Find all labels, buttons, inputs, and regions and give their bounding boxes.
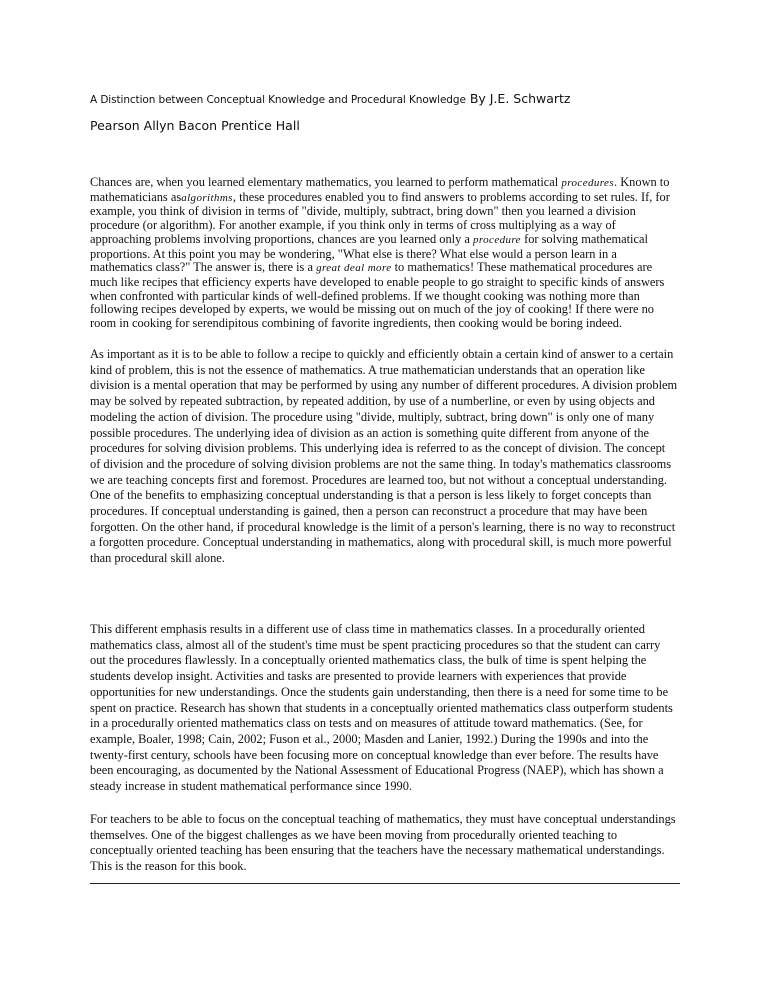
emphasis-great-deal-more: great deal more	[316, 262, 392, 275]
emphasis-algorithms: algorithms	[181, 191, 233, 204]
paragraph-2: As important as it is to be able to follow a recipe to quickly and efficiently obtain a certain kind of answer to a certain kind of problem, this is not the essence of mathematics. A true mathematician understands that an operation like division is a mental operation that may be performed by using any number of different procedures. A division problem may be solved by repeated subtraction, by repeated addition, by use of a numberline, or even by using objects and modeling the action of division. The procedure using "divide, multiply, subtract, bring down" is only one of many possible procedures. The underlying idea of division as an action is something quite different from anyone of the procedures for solving division problems. This underlying idea is referred to as the concept of division. The concept of division and the procedure of solving division problems are not the same thing. In today's mathematics classrooms we are teaching concepts first and foremost. Procedures are learned too, but not without a conceptual understanding. One of the benefits to emphasizing conceptual understanding is that a person is less likely to forget concepts than procedures. If conceptual understanding is gained, then a person can reconstruct a procedure that may have been forgotten. On the other hand, if procedural knowledge is the limit of a person's learning, there is no way to reconstruct a forgotten procedure. Conceptual understanding in mathematics, along with procedural skill, is much more powerful than procedural skill alone.	[90, 347, 678, 566]
publisher-line: Pearson Allyn Bacon Prentice Hall	[90, 118, 300, 133]
document-title-line	[90, 90, 690, 108]
paragraph-1-text: Chances are, when you learned elementary mathematics, you learned to perform mathematical	[90, 175, 562, 189]
paragraph-1-text: to mathematics! These mathematical procedures are much like recipes that efficiency experts have developed to enable people to go straight to specific kinds of answers when confronted with particular kinds of well-defined problems. If we thought cooking was nothing more than following recipes developed by experts, we would be missing out on much of the joy of cooking! If there were no room in cooking for serendipitous combining of favorite ingredients, then cooking would be boring indeed.	[90, 260, 665, 331]
bottom-divider	[90, 883, 680, 884]
emphasis-procedures: procedures	[561, 177, 615, 189]
paragraph-1-text: , these procedures enabled you to find answers to problems according to set rules. If, for example, you think of division in terms of "divide, multiply, subtract, bring down" then you learned a division procedure (or algorithm). For another example, if you think only in terms of cross multiplying as a way of approaching problems involving proportions, chances are you learned only a	[90, 189, 670, 246]
paragraph-1-text: . Known to mathematicians as	[90, 175, 670, 204]
emphasis-procedure: procedure	[472, 233, 521, 246]
paragraph-3: This different emphasis results in a different use of class time in mathematics classes. In a procedurally oriented mathematics class, almost all of the student's time must be spent practicing procedures so that the student can carry out the procedures flawlessly. In a conceptually oriented mathematics class, the bulk of time is spent helping the students develop insight. Activities and tasks are presented to provide learners with experiences that provide opportunities for new understandings. Once the students gain understanding, then there is a need for some time to be spent on practice. Research has shown that students in a conceptually oriented mathematics class outperform students in a procedurally oriented mathematics class on tests and on measures of attitude toward mathematics. (See, for example, Boaler, 1998; Cain, 2002; Fuson et al., 2000; Masden and Lanier, 1992.) During the 1990s and into the twenty-first century, schools have been focusing more on conceptual knowledge than ever before. The results have been encouraging, as documented by the National Assessment of Educational Progress (NAEP), which has shown a steady increase in student mathematical performance since 1990.	[90, 622, 673, 794]
paragraph-1	[90, 176, 678, 331]
paragraph-4: For teachers to be able to focus on the conceptual teaching of mathematics, they must have conceptual understandings themselves. One of the biggest challenges as we have been moving from procedurally oriented teaching to conceptually oriented teaching has been ensuring that the teachers have the necessary mathematical understandings. This is the reason for this book.	[90, 812, 676, 874]
paragraph-1-text: for solving mathematical proportions. At this point you may be wondering, "What else is there? What else would a person learn in a mathematics class?" The answer is, there is a	[90, 231, 648, 275]
author-byline: By J.E. Schwartz	[469, 91, 571, 106]
document-title: A Distinction between Conceptual Knowledge and Procedural Knowledge	[90, 94, 466, 106]
